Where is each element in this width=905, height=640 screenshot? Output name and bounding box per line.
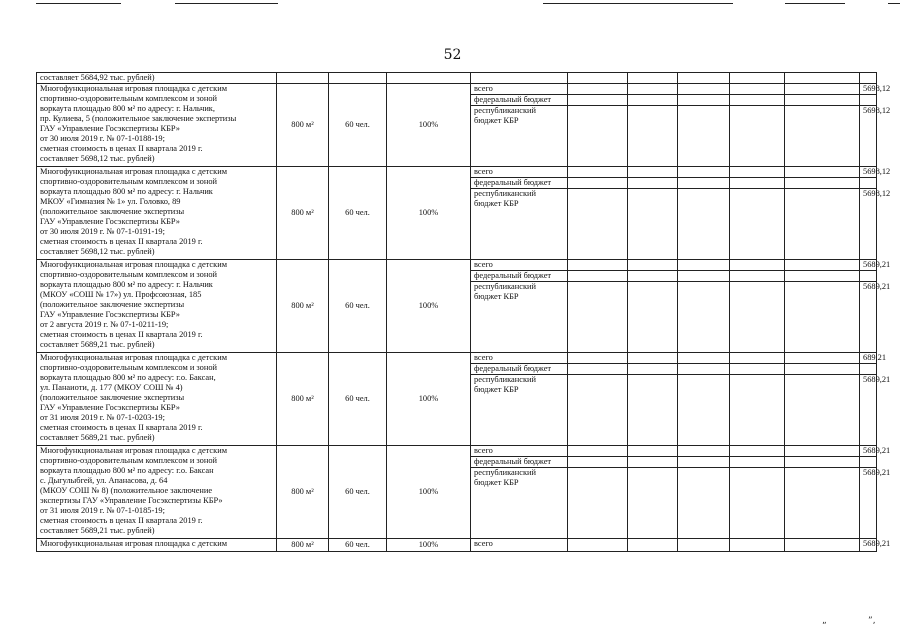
empty-cell: [730, 178, 785, 189]
empty-cell: [568, 375, 628, 446]
description-line: (положительное заключение экспертизы: [40, 393, 185, 402]
empty-cell: [785, 84, 860, 95]
empty-cell: [730, 189, 785, 260]
project-row: [37, 539, 877, 552]
description-line: составляет 5689,21 тыс. рублей): [40, 340, 155, 349]
empty-cell: [678, 364, 730, 375]
empty-cell: [860, 73, 877, 84]
empty-cell: [568, 84, 628, 95]
empty-cell: [678, 353, 730, 364]
empty-cell: [628, 178, 678, 189]
project-description: [37, 353, 277, 446]
finance-source-federal: федеральный бюджет: [471, 364, 568, 375]
empty-cell: [568, 282, 628, 353]
empty-cell: [628, 189, 678, 260]
empty-cell: [678, 95, 730, 106]
empty-cell: [628, 95, 678, 106]
description-line: спортивно-оздоровительным комплексом и зоной: [40, 270, 218, 279]
empty-cell: [628, 375, 678, 446]
readiness-cell: 100%: [387, 353, 471, 446]
project-description: Многофункциональная игровая площадка с детским: [37, 539, 277, 552]
empty-cell: [678, 260, 730, 271]
header-rule: [36, 3, 121, 4]
capacity-cell: 60 чел.: [329, 84, 387, 167]
empty-cell: [785, 260, 860, 271]
projects-table: [36, 72, 891, 552]
empty-cell: [678, 178, 730, 189]
empty-cell: [730, 260, 785, 271]
header-rule: [543, 3, 733, 4]
area-cell: 800 м²: [277, 446, 329, 539]
republic-amount: 5698,12: [860, 189, 877, 260]
total-amount: 5698,12: [860, 84, 877, 95]
empty-cell: [568, 271, 628, 282]
empty-cell: [678, 446, 730, 457]
total-amount: 5689,21: [860, 260, 877, 271]
empty-cell: [785, 167, 860, 178]
project-row: [37, 84, 877, 95]
empty-cell: [568, 95, 628, 106]
capacity-cell: 60 чел.: [329, 446, 387, 539]
finance-source-total: всего: [471, 260, 568, 271]
project-row: [37, 167, 877, 178]
description-line: составляет 5689,21 тыс. рублей): [40, 526, 155, 535]
empty-cell: [730, 446, 785, 457]
project-row: [37, 260, 877, 271]
finance-source-total: всего: [471, 539, 568, 552]
description-line: МКОУ «Гимназия № 1» ул. Головко, 89: [40, 197, 181, 206]
description-line: спортивно-оздоровительным комплексом и зоной: [40, 177, 218, 186]
description-line: ГАУ «Управление Госэкспертизы КБР»: [40, 310, 180, 319]
finance-source-republic: республиканский бюджет КБР: [471, 189, 568, 260]
empty-cell: [568, 106, 628, 167]
empty-cell: [785, 95, 860, 106]
empty-cell: [678, 457, 730, 468]
federal-amount: [860, 457, 877, 468]
empty-cell: [628, 353, 678, 364]
empty-cell: [785, 189, 860, 260]
empty-cell: [730, 95, 785, 106]
header-rule: [175, 3, 278, 4]
empty-cell: [568, 353, 628, 364]
description-line: от 30 июля 2019 г. № 07-1-0188-19;: [40, 134, 165, 143]
description-line: от 30 июля 2019 г. № 07-1-0191-19;: [40, 227, 165, 236]
empty-cell: [785, 353, 860, 364]
empty-cell: [568, 189, 628, 260]
empty-cell: [277, 73, 329, 84]
description-line: воркаута площадью 800 м² по адресу: г.о. Баксан,: [40, 373, 216, 382]
empty-cell: [785, 468, 860, 539]
empty-cell: [730, 84, 785, 95]
description-line: Многофункциональная игровая площадка с детским: [40, 260, 228, 269]
readiness-cell: 100%: [387, 260, 471, 353]
description-line: от 31 июля 2019 г. № 07-1-0185-19;: [40, 506, 165, 515]
empty-cell: [628, 73, 678, 84]
empty-cell: [785, 73, 860, 84]
readiness-cell: 100%: [387, 539, 471, 552]
empty-cell: [628, 282, 678, 353]
republic-amount: 5689,21: [860, 375, 877, 446]
project-row: [37, 446, 877, 457]
description-line: от 31 июля 2019 г. № 07-1-0203-19;: [40, 413, 165, 422]
republic-amount: 5698,12: [860, 106, 877, 167]
description-line: спортивно-оздоровительным комплексом и зоной: [40, 363, 218, 372]
finance-source-republic: республиканский бюджет КБР: [471, 375, 568, 446]
empty-cell: [785, 364, 860, 375]
empty-cell: [568, 167, 628, 178]
empty-cell: [568, 457, 628, 468]
description-line: составляет 5698,12 тыс. рублей): [40, 154, 155, 163]
empty-cell: [628, 84, 678, 95]
empty-cell: [785, 106, 860, 167]
description-line: (положительное заключение экспертизы: [40, 300, 185, 309]
empty-cell: [730, 167, 785, 178]
empty-cell: [628, 364, 678, 375]
page-number: 52: [443, 47, 462, 63]
description-line: ГАУ «Управление Госэкспертизы КБР»: [40, 217, 180, 226]
republic-amount: 5689,21: [860, 282, 877, 353]
empty-cell: [678, 73, 730, 84]
description-line: Многофункциональная игровая площадка с детским: [40, 167, 228, 176]
description-line: воркаута площадью 800 м² по адресу: г.о. Баксан: [40, 466, 214, 475]
finance-source-republic: республиканский бюджет КБР: [471, 468, 568, 539]
empty-cell: [628, 106, 678, 167]
empty-cell: [678, 189, 730, 260]
area-cell: 800 м²: [277, 539, 329, 552]
total-amount: 5698,12: [860, 167, 877, 178]
finance-source-republic: республиканский бюджет КБР: [471, 282, 568, 353]
description-line: (МКОУ «СОШ № 17») ул. Профсоюзная, 185: [40, 290, 202, 299]
empty-cell: [628, 167, 678, 178]
empty-cell: [628, 260, 678, 271]
readiness-cell: 100%: [387, 167, 471, 260]
empty-cell: [785, 271, 860, 282]
empty-cell: [471, 73, 568, 84]
finance-source-republic: республиканский бюджет КБР: [471, 106, 568, 167]
empty-cell: [678, 106, 730, 167]
capacity-cell: 60 чел.: [329, 539, 387, 552]
area-cell: 800 м²: [277, 353, 329, 446]
total-amount: 5689,21: [860, 446, 877, 457]
empty-cell: [628, 457, 678, 468]
description-line: с. Дыгулыбгей, ул. Апанасова, д. 64: [40, 476, 168, 485]
empty-cell: [568, 468, 628, 539]
corner-mark: „: [822, 616, 827, 626]
finance-source-federal: федеральный бюджет: [471, 95, 568, 106]
continuation-row: [37, 73, 877, 84]
empty-cell: [568, 446, 628, 457]
empty-cell: [730, 457, 785, 468]
description-line: (положительное заключение экспертизы: [40, 207, 185, 216]
empty-cell: [730, 364, 785, 375]
description-line: воркаута площадью 800 м² по адресу: г. Нальчик: [40, 280, 213, 289]
description-line: от 2 августа 2019 г. № 07-1-0211-19;: [40, 320, 169, 329]
finance-source-total: всего: [471, 84, 568, 95]
description-line: составляет 5698,12 тыс. рублей): [40, 247, 155, 256]
project-description: [37, 167, 277, 260]
empty-cell: [678, 167, 730, 178]
description-line: спортивно-оздоровительным комплексом и зоной: [40, 456, 218, 465]
empty-cell: [678, 375, 730, 446]
empty-cell: [730, 539, 785, 552]
empty-cell: [730, 106, 785, 167]
finance-source-total: всего: [471, 167, 568, 178]
description-line: воркаута площадью 800 м² по адресу: г. Нальчик,: [40, 104, 215, 113]
description-line: Многофункциональная игровая площадка с детским: [40, 446, 228, 455]
capacity-cell: 60 чел.: [329, 353, 387, 446]
empty-cell: [730, 468, 785, 539]
empty-cell: [785, 375, 860, 446]
federal-amount: [860, 178, 877, 189]
description-line: сметная стоимость в ценах II квартала 2019 г.: [40, 423, 203, 432]
empty-cell: [387, 73, 471, 84]
description-line: ГАУ «Управление Госэкспертизы КБР»: [40, 403, 180, 412]
empty-cell: [785, 178, 860, 189]
empty-cell: [568, 260, 628, 271]
project-row: [37, 353, 877, 364]
area-cell: 800 м²: [277, 167, 329, 260]
header-rule: [785, 3, 845, 4]
description-line: сметная стоимость в ценах II квартала 2019 г.: [40, 516, 203, 525]
empty-cell: [730, 353, 785, 364]
finance-source-federal: федеральный бюджет: [471, 457, 568, 468]
empty-cell: [785, 457, 860, 468]
total-amount: 5689,21: [860, 539, 877, 552]
empty-cell: [678, 282, 730, 353]
empty-cell: [785, 282, 860, 353]
empty-cell: [329, 73, 387, 84]
total-amount: 689,21: [860, 353, 877, 364]
empty-cell: [568, 73, 628, 84]
empty-cell: [678, 271, 730, 282]
empty-cell: [730, 73, 785, 84]
empty-cell: [628, 468, 678, 539]
description-line: воркаута площадью 800 м² по адресу: г. Нальчик: [40, 187, 213, 196]
description-line: Многофункциональная игровая площадка с детским: [40, 353, 228, 362]
project-description: [37, 260, 277, 353]
description-line: (МКОУ СОШ № 8) (положительное заключение: [40, 486, 213, 495]
readiness-cell: 100%: [387, 84, 471, 167]
empty-cell: [628, 271, 678, 282]
description-cell: составляет 5684,92 тыс. рублей): [37, 73, 277, 84]
description-line: ГАУ «Управление Госэкспертизы КБР»: [40, 124, 180, 133]
project-description: [37, 84, 277, 167]
description-line: Многофункциональная игровая площадка с детским: [40, 84, 228, 93]
federal-amount: [860, 271, 877, 282]
federal-amount: [860, 364, 877, 375]
description-line: экспертизы ГАУ «Управление Госэкспертизы КБР»: [40, 496, 223, 505]
project-description: [37, 446, 277, 539]
description-line: пр. Кулиева, 5 (положительное заключение экспертизы: [40, 114, 237, 123]
description-line: сметная стоимость в ценах II квартала 2019 г.: [40, 237, 203, 246]
republic-amount: 5689,21: [860, 468, 877, 539]
description-line: сметная стоимость в ценах II квартала 2019 г.: [40, 330, 203, 339]
empty-cell: [785, 446, 860, 457]
capacity-cell: 60 чел.: [329, 260, 387, 353]
finance-source-federal: федеральный бюджет: [471, 271, 568, 282]
finance-source-total: всего: [471, 353, 568, 364]
area-cell: 800 м²: [277, 260, 329, 353]
empty-cell: [628, 446, 678, 457]
description-line: ул. Панаиоти, д. 177 (МКОУ СОШ № 4): [40, 383, 183, 392]
finance-source-federal: федеральный бюджет: [471, 178, 568, 189]
empty-cell: [568, 364, 628, 375]
empty-cell: [785, 539, 860, 552]
corner-mark: ”‚: [868, 616, 876, 626]
description-line: составляет 5689,21 тыс. рублей): [40, 433, 155, 442]
finance-source-total: всего: [471, 446, 568, 457]
empty-cell: [678, 539, 730, 552]
capacity-cell: 60 чел.: [329, 167, 387, 260]
empty-cell: [568, 539, 628, 552]
header-rule: [888, 3, 900, 4]
empty-cell: [628, 539, 678, 552]
area-cell: 800 м²: [277, 84, 329, 167]
readiness-cell: 100%: [387, 446, 471, 539]
federal-amount: [860, 95, 877, 106]
description-line: спортивно-оздоровительным комплексом и зоной: [40, 94, 218, 103]
empty-cell: [730, 271, 785, 282]
table-body: [37, 73, 891, 552]
empty-cell: [730, 375, 785, 446]
description-line: сметная стоимость в ценах II квартала 2019 г.: [40, 144, 203, 153]
empty-cell: [678, 84, 730, 95]
empty-cell: [730, 282, 785, 353]
empty-cell: [678, 468, 730, 539]
empty-cell: [568, 178, 628, 189]
